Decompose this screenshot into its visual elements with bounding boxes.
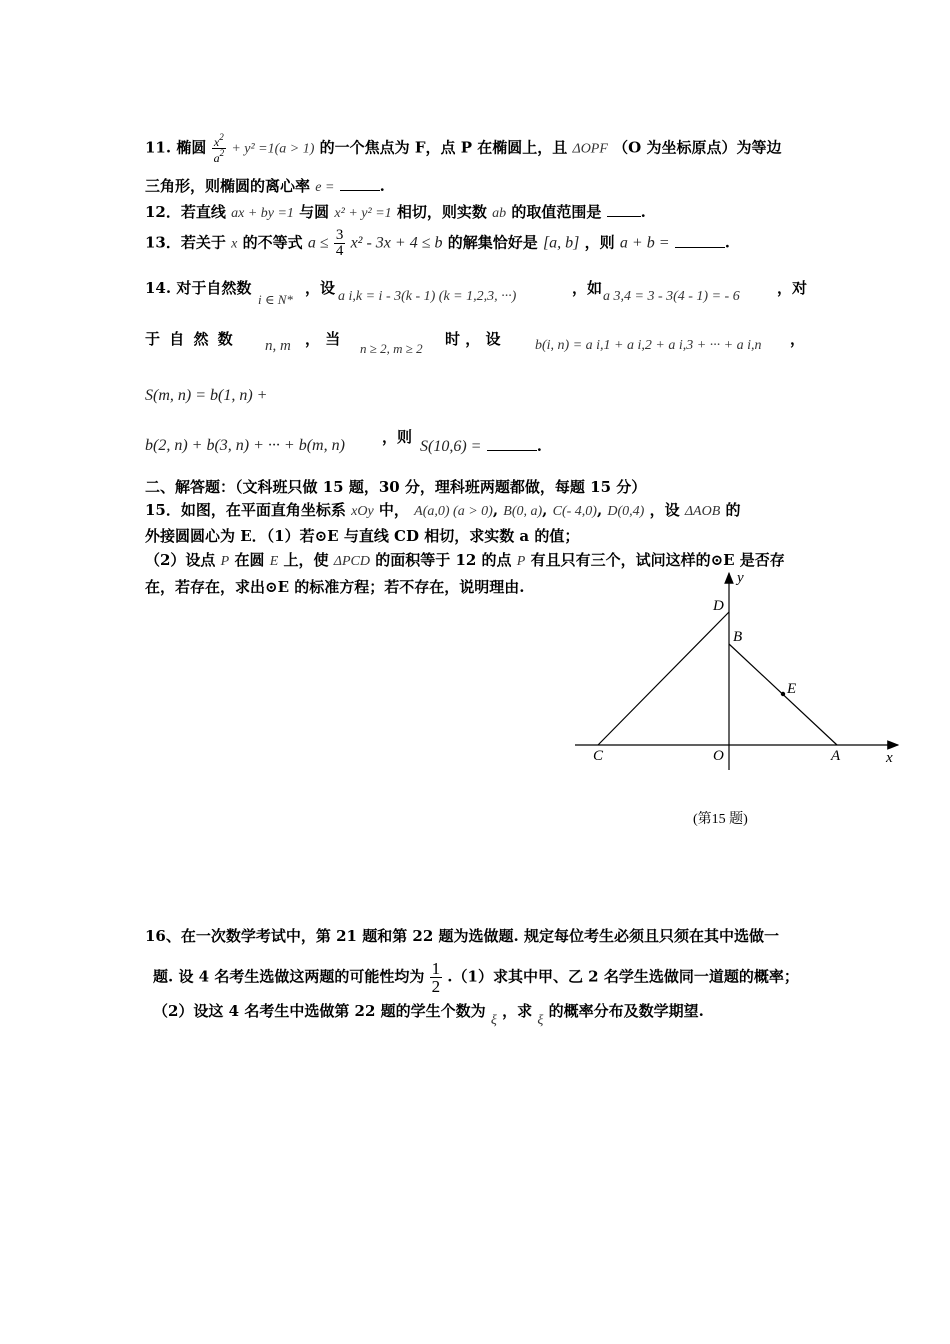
label-y: y — [737, 570, 744, 586]
q14-text-3: ，对 — [777, 279, 808, 297]
q14-text-2: ，如 — [572, 279, 603, 297]
label-D: D — [713, 598, 724, 614]
q13-line: 13．若关于 x 的不等式 a ≤ $\frac{3}{4}$ x² - 3x + 4 ≤ b 的解集恰好是 [a, b] ，则 a + b = . — [145, 227, 730, 259]
q13-prefix: 13．若关于 — [145, 233, 226, 252]
q15-line1: 15．如图，在平面直角坐标系 xOy 中， A(a,0) (a > 0), B(0, a), C(- 4,0), D(0,4) ，设 ΔAOB 的 — [145, 501, 741, 519]
q16-fraction — [430, 960, 443, 995]
q15-text-2: ，设 — [649, 501, 680, 519]
q12-text-1: 与圆 — [299, 203, 330, 221]
q14-cond2: n ≥ 2, m ≥ 2 — [360, 341, 423, 356]
q14-S-val-wrap: S(10,6) = . — [420, 437, 542, 455]
q15-line3-b: 在圆 — [234, 551, 265, 569]
q11-frac-num: $x^2$ — [212, 133, 227, 149]
q15-P2: P — [516, 554, 526, 569]
q12-text-3: 的取值范围是 — [511, 203, 602, 221]
q11-triangle: ΔOPF — [572, 141, 608, 157]
q15-B: B(0, a) — [503, 504, 543, 519]
q15-P: P — [220, 554, 230, 569]
figure-caption: (第15 题) — [693, 812, 748, 827]
section2-heading: 二、解答题：（文科班只做 15 题，30 分，理科班两题都做，每题 15 分） — [145, 478, 647, 496]
q16-line3-b: ，求 — [502, 1002, 533, 1020]
q14-text-4: ，则 — [382, 428, 413, 446]
q13-sum: a + b = — [619, 234, 670, 252]
q13-text-3: ，则 — [584, 233, 615, 252]
q14-line2-d: ， — [790, 330, 806, 348]
q16-xi: ξ — [490, 1013, 497, 1028]
q16-line3-c: 的概率分布及数学期望. — [548, 1002, 704, 1020]
label-B: B — [733, 629, 743, 645]
q11-line2-text: 三角形，则椭圆的离心率 — [145, 177, 311, 195]
q14-S-cont: b(2, n) + b(3, n) + ··· + b(m, n) — [145, 437, 345, 454]
q14-prefix: 14. 对于自然数 — [145, 279, 252, 297]
q15-line3-e: 有且只有三个，试问这样的⊙E 是否存 — [530, 551, 785, 569]
q16-line2 — [153, 960, 799, 995]
q15-C: C(- 4,0) — [552, 504, 597, 519]
q14-def: a i,k = i - 3(k - 1) (k = 1,2,3, ···) — [338, 289, 517, 304]
q16-line3-a: （2）设这 4 名考生中选做第 22 题的学生个数为 — [153, 1002, 486, 1020]
q14-S-def: S(m, n) = b(1, n) + — [145, 387, 268, 404]
q16-line2-b: .（1）求其中甲、乙 2 名学生选做同一道题的概率； — [447, 967, 799, 986]
q11-frac-den: $a^2$ — [213, 148, 225, 165]
q15-triPCD: ΔPCD — [333, 554, 370, 569]
q16-line1: 16、在一次数学考试中，第 21 题和第 22 题为选做题. 规定每位考生必须且只须在其中选做一 — [145, 927, 779, 945]
q15-line4: 在，若存在，求出⊙E 的标准方程；若不存在，说明理由. — [145, 578, 525, 596]
point-E — [781, 692, 785, 696]
q13-frac-num: 3 — [335, 227, 344, 243]
q13-ineq-a: a ≤ — [307, 234, 329, 252]
q11-equation: + y² =1(a > 1) — [231, 141, 315, 157]
q15-text-1: 中， — [378, 501, 409, 519]
q14-example: a 3,4 = 3 - 3(4 - 1) = - 6 — [603, 289, 740, 304]
q14-line2-a: 于 自 然 数 — [145, 330, 235, 348]
q12-circle-eq: x² + y² =1 — [334, 206, 392, 221]
label-O: O — [713, 748, 724, 764]
q14-S-val: S(10,6) = — [420, 438, 482, 455]
q14-line2-b: ， 当 — [305, 330, 341, 348]
label-A: A — [831, 748, 841, 764]
q15-line3-a: （2）设点 — [145, 551, 216, 569]
q13-frac-den: 4 — [335, 243, 344, 259]
q16-xi2: ξ — [537, 1013, 544, 1028]
q12-ab: ab — [492, 206, 507, 221]
q12-text-2: 相切，则实数 — [396, 203, 487, 221]
segment-CD — [598, 612, 729, 745]
q11-e: e = — [315, 180, 335, 195]
q13-text-1: 的不等式 — [242, 233, 303, 252]
q16-frac-den: 2 — [431, 977, 441, 996]
q11-text-ellipse: 椭圆 — [176, 138, 207, 157]
q15-line3-d: 的面积等于 12 的点 — [375, 551, 512, 569]
q13-text-2: 的解集恰好是 — [447, 233, 538, 252]
q15-A: A(a,0) (a > 0) — [414, 504, 493, 519]
q11-text-3: （O 为坐标原点）为等边 — [613, 138, 782, 157]
q15-text-3: 的 — [725, 501, 741, 519]
q12-prefix: 12．若直线 — [145, 203, 226, 221]
q11-line2: 三角形，则椭圆的离心率 e = . — [145, 177, 385, 195]
q14-nm: n, m — [265, 338, 291, 354]
q16-line2-a: 题. 设 4 名考生选做这两题的可能性均为 — [153, 967, 425, 986]
q15-xOy: xOy — [351, 504, 374, 519]
q15-tri: ΔAOB — [684, 504, 721, 519]
q12-line-eq: ax + by =1 — [231, 206, 294, 221]
label-E: E — [787, 681, 797, 697]
q11-text-2: 的一个焦点为 F，点 P 在椭圆上，且 — [319, 138, 568, 157]
q15-line3-c: 上，使 — [283, 551, 329, 569]
q13-x: x — [231, 236, 238, 252]
label-x: x — [886, 750, 893, 766]
label-C: C — [593, 748, 604, 764]
q15-line2: 外接圆圆心为 E．（1）若⊙E 与直线 CD 相切，求实数 a 的值； — [145, 527, 580, 545]
q16-frac-num: 1 — [431, 959, 441, 978]
q14-text-1: ，设 — [305, 279, 336, 297]
q12-line: 12．若直线 ax + by =1 与圆 x² + y² =1 相切，则实数 ab 的取值范围是 . — [145, 203, 646, 221]
q13-ineq-rest: x² - 3x + 4 ≤ b — [350, 234, 443, 252]
q14-cond: i ∈ N* — [258, 292, 293, 307]
q15-prefix: 15．如图，在平面直角坐标系 — [145, 501, 346, 519]
q14-line2-c: 时 ， 设 — [445, 330, 501, 348]
q15-E: E — [269, 554, 279, 569]
q15-D: D(0,4) — [607, 504, 645, 519]
q11-number: 11. — [145, 138, 172, 157]
q14-b-def: b(i, n) = a i,1 + a i,2 + a i,3 + ··· + a i,n — [535, 338, 762, 353]
q13-interval: [a, b] — [542, 234, 580, 252]
q16-line3 — [153, 1000, 704, 1029]
